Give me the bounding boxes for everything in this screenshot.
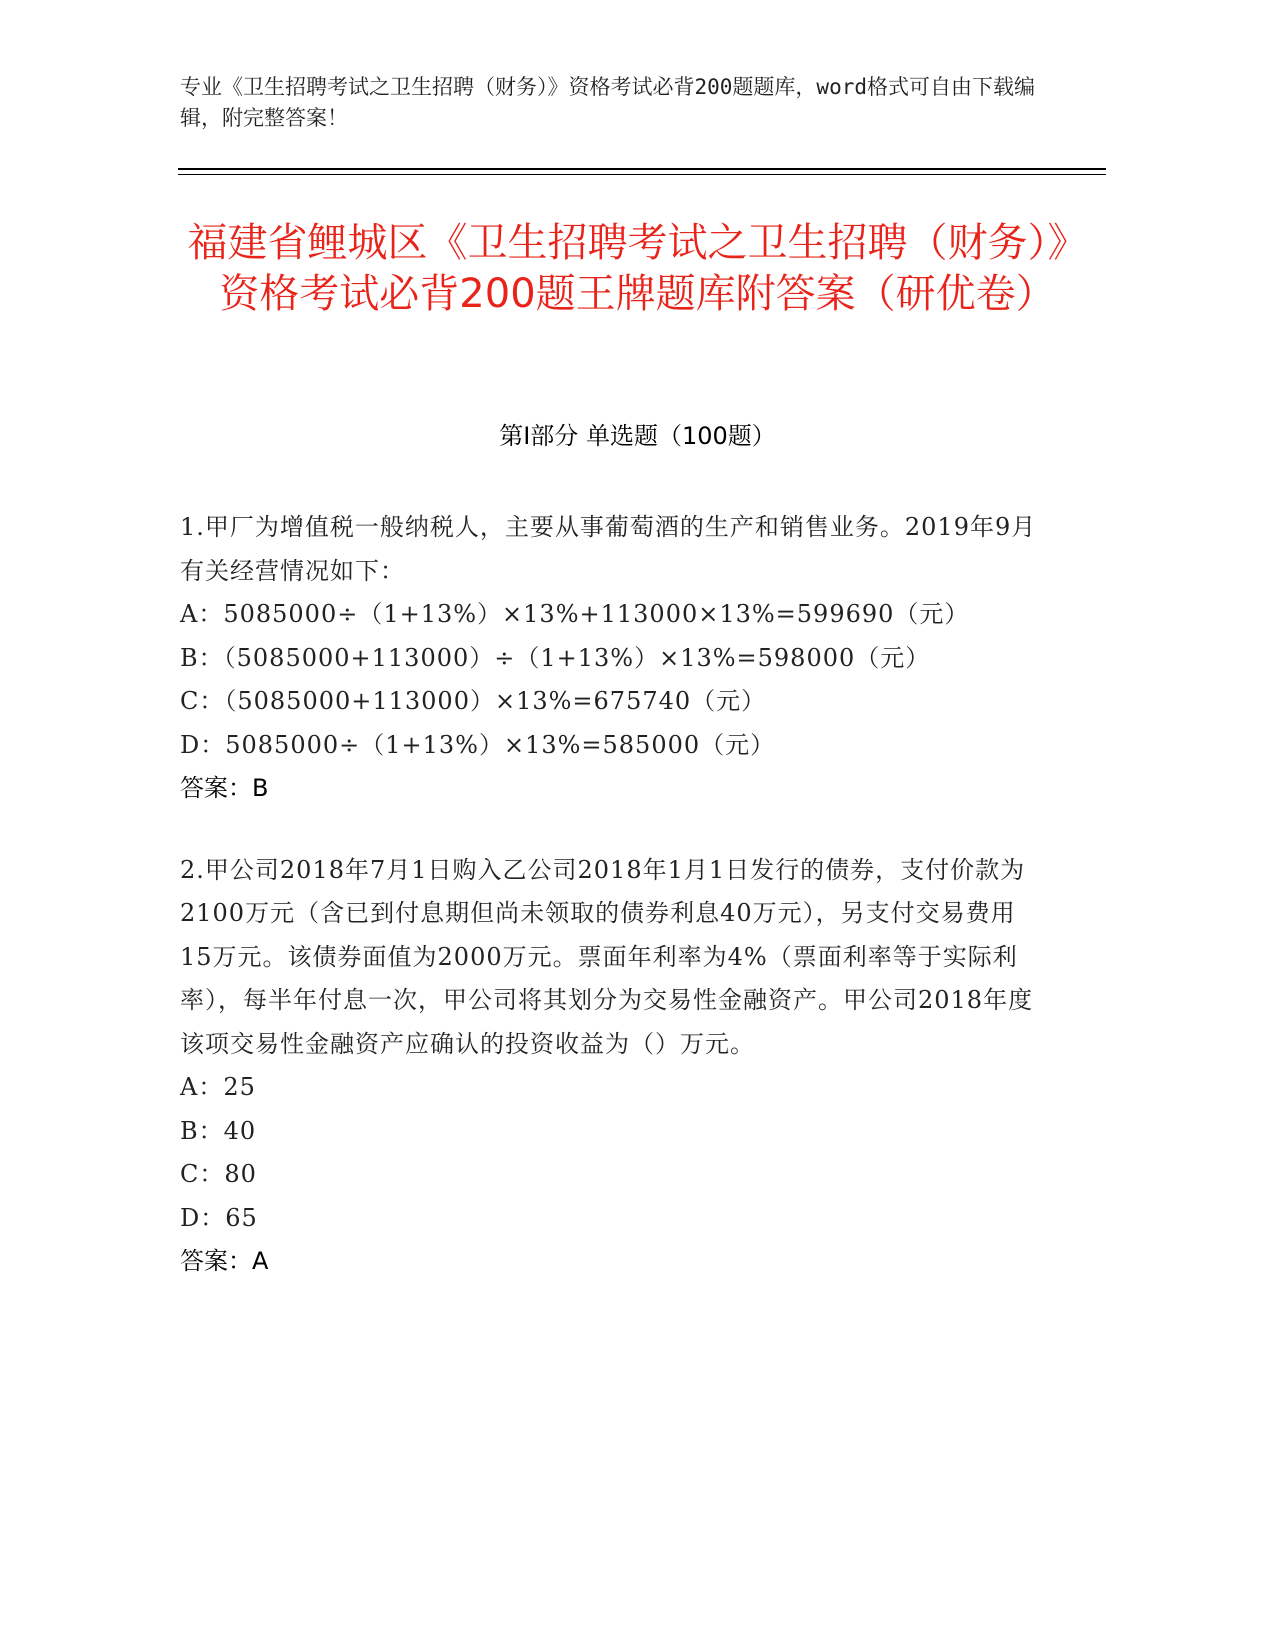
header-note: 专业《卫生招聘考试之卫生招聘（财务）》资格考试必背200题题库，word格式可自由下载编辑，附完整答案！ xyxy=(180,75,1035,130)
option-a: A：25 xyxy=(180,1073,256,1101)
option-b: B：（5085000+113000）÷（1+13%）×13%=598000（元） xyxy=(180,643,931,672)
option-c: C：（5085000+113000）×13%=675740（元） xyxy=(180,687,767,715)
option-a: A：5085000÷（1+13%）×13%+113000×13%=599690（元） xyxy=(180,600,970,628)
section-title: 第Ⅰ部分 单选题（100题） xyxy=(499,422,776,450)
header-divider xyxy=(178,168,1106,170)
option-d: D：5085000÷（1+13%）×13%=585000（元） xyxy=(180,730,776,759)
option-d: D：65 xyxy=(180,1203,258,1232)
question-text: 1.甲厂为增值税一般纳税人，主要从事葡萄酒的生产和销售业务。2019年9月有关经营情况如下： xyxy=(180,513,1037,585)
question-list xyxy=(180,506,1040,1322)
header-divider-thin xyxy=(178,174,1106,175)
question-1 xyxy=(180,506,1040,811)
answer: 答案：B xyxy=(180,774,269,802)
question-2 xyxy=(180,849,1040,1284)
option-b: B：40 xyxy=(180,1116,257,1145)
document-title: 福建省鲤城区《卫生招聘考试之卫生招聘（财务）》资格考试必背200题王牌题库附答案（研优卷） xyxy=(187,220,1088,317)
question-text: 2.甲公司2018年7月1日购入乙公司2018年1月1日发行的债券，支付价款为2100万元（含已到付息期但尚未领取的债券利息40万元），另支付交易费用15万元。该债券面值为2000万元。票面年利率为4%（票面利率等于实际利率），每半年付息一次，甲公司将其划分为交易性金融资产。甲公司2018年度该项交易性金融资产应确认的投资收益为（）万元。 xyxy=(180,855,1034,1058)
answer: 答案：A xyxy=(180,1247,269,1275)
option-c: C：80 xyxy=(180,1160,257,1188)
